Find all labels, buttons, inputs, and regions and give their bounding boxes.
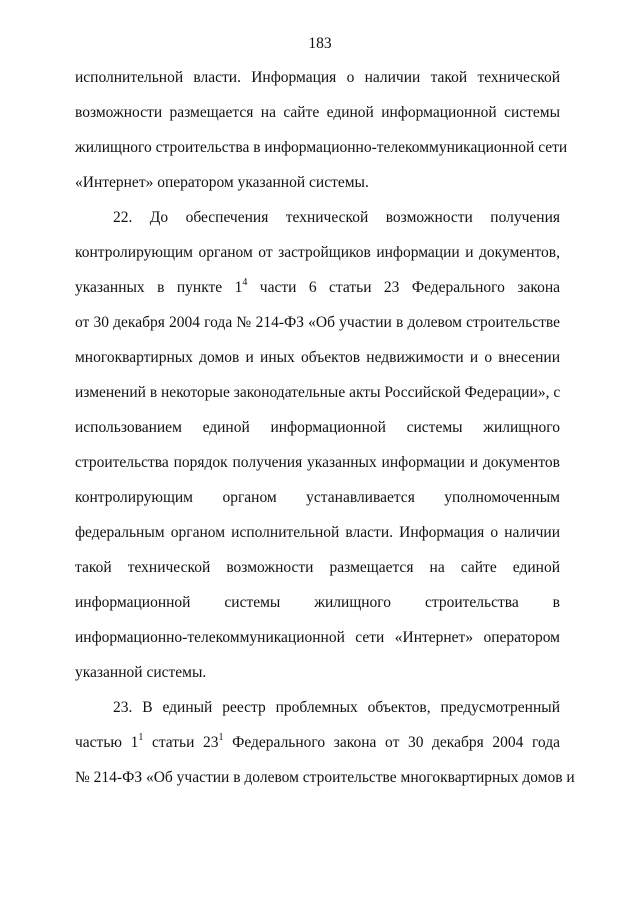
text-line: информационной системы жилищного строительства в bbox=[75, 594, 560, 611]
page-number: 183 bbox=[308, 35, 332, 52]
text-line: многоквартирных домов и иных объектов недвижимости и о внесении bbox=[75, 349, 560, 366]
text-line-with-superscript bbox=[75, 733, 560, 753]
text-line: «Интернет» оператором указанной системы. bbox=[75, 174, 369, 191]
text-line: федеральным органом исполнительной власти. Информация о наличии bbox=[75, 524, 560, 541]
text-line: указанной системы. bbox=[75, 664, 207, 681]
text-span: статьи 23 bbox=[143, 734, 219, 751]
text-line: № 214-ФЗ «Об участии в долевом строительстве многоквартирных домов и bbox=[75, 769, 575, 786]
text-line: строительства порядок получения указанных информации и документов bbox=[75, 454, 560, 471]
text-line: использованием единой информационной системы жилищного bbox=[75, 419, 560, 436]
paragraph-22-first-line: 22. До обеспечения технической возможности получения bbox=[113, 209, 560, 226]
superscript: 4 bbox=[242, 276, 248, 288]
text-line: жилищного строительства в информационно-телекоммуникационной сети bbox=[75, 139, 568, 156]
text-span: указанных в пункте 1 bbox=[75, 279, 243, 296]
text-line: контролирующим органом устанавливается уполномоченным bbox=[75, 489, 560, 506]
text-line-with-superscript bbox=[75, 278, 560, 298]
text-line: изменений в некоторые законодательные акты Российской Федерации», с bbox=[75, 384, 561, 401]
text-line: такой технической возможности размещается на сайте единой bbox=[75, 559, 560, 576]
text-line: информационно-телекоммуникационной сети «Интернет» оператором bbox=[75, 629, 560, 646]
text-line: возможности размещается на сайте единой информационной системы bbox=[75, 104, 560, 121]
text-span: Федерального закона от 30 декабря 2004 года bbox=[223, 734, 560, 751]
text-span: части 6 статьи 23 Федерального закона bbox=[247, 279, 560, 296]
text-line: исполнительной власти. Информация о наличии такой технической bbox=[75, 69, 560, 86]
text-line: от 30 декабря 2004 года № 214-ФЗ «Об участии в долевом строительстве bbox=[75, 314, 560, 331]
text-line: контролирующим органом от застройщиков информации и документов, bbox=[75, 244, 560, 261]
superscript: 1 bbox=[138, 731, 144, 743]
text-span: частью 1 bbox=[75, 734, 139, 751]
superscript: 1 bbox=[218, 731, 224, 743]
paragraph-23-first-line: 23. В единый реестр проблемных объектов, предусмотренный bbox=[113, 699, 560, 716]
